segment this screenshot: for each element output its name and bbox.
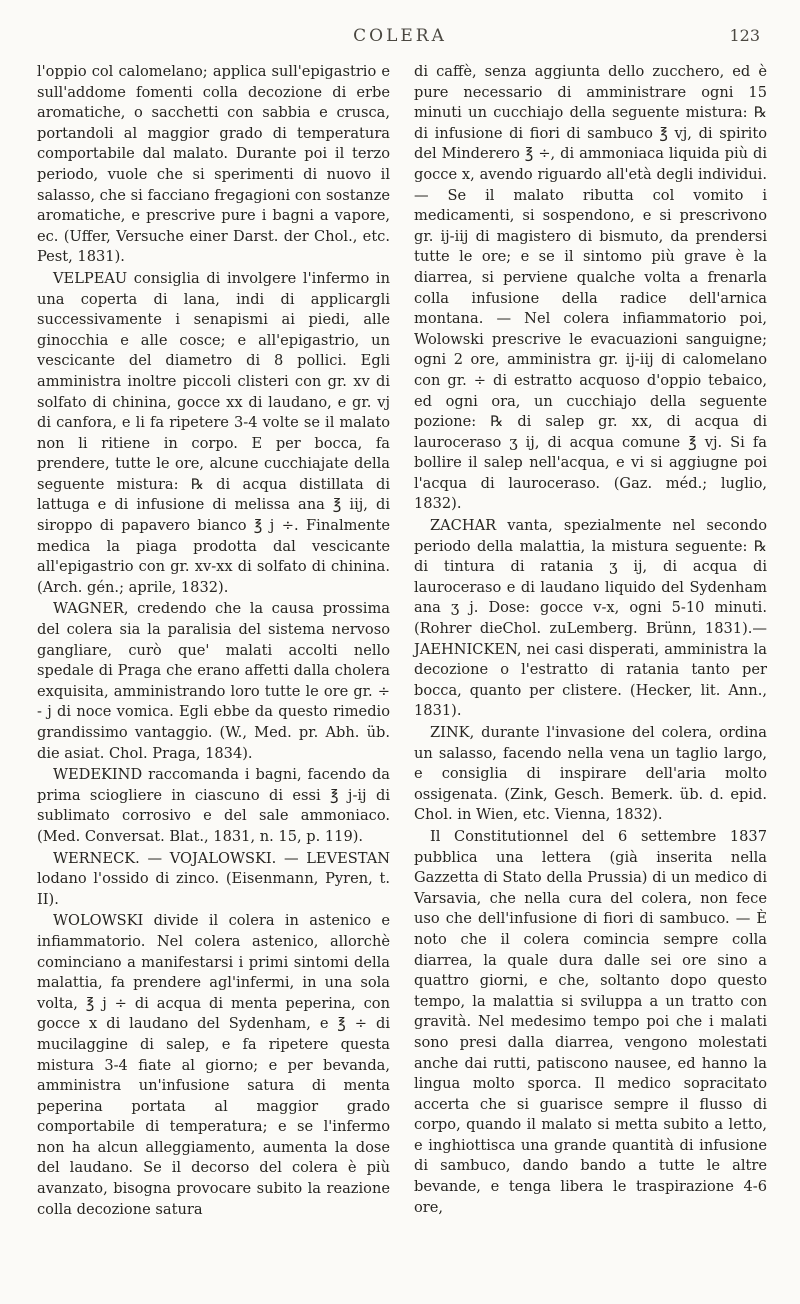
running-title: COLERA (353, 26, 447, 46)
paragraph: WERNECK. — VOJALOWSKI. — LEVESTAN lodano l'ossido di zinco. (Eisenmann, Pyren, t. II). (37, 849, 390, 908)
right-column (414, 62, 767, 1219)
paragraph: ZINK, durante l'invasione del colera, ordina un salasso, facendo nella vena un taglio largo, e consiglia di inspirare dell'aria molto ossigenata. (Zink, Gesch. Bemerk. üb. d. epid. Chol. in Wien, etc. Vienna, 1832). (414, 724, 767, 824)
paragraph: VELPEAU consiglia di involgere l'infermo in una coperta di lana, indi di applicargli successivamente i senapismi ai piedi, alle ginocchia e alle cosce; e all'epigastrio, un vescicante del diametro di 8 pollici. Egli amministra inoltre piccoli clisteri con gr. xv di solfato di chinina, gocce xx di laudano, e gr. vj di canfora, e li fa ripetere 3-4 volte se il malato non li ritiene in corpo. E per bocca, fa prendere, tutte le ore, alcune cucchiajate della seguente mistura: ℞ di acqua distillata di lattuga e di infusione di melissa ana ℥ iij, di siroppo di papavero bianco ℥ j ÷. Finalmente medica la piaga prodotta dal vescicante all'epigastrio con gr. xv-xx di solfato di chinina. (Arch. gén.; aprile, 1832). (37, 269, 390, 596)
paragraph: WEDEKIND raccomanda i bagni, facendo da prima sciogliere in ciascuno di essi ℥ j-ij di sublimato corrosivo e del sale ammoniaco. (Med. Conversat. Blat., 1831, n. 15, p. 119). (37, 766, 390, 845)
page-number: 123 (729, 26, 760, 45)
paragraph: ZACHAR vanta, spezialmente nel secondo periodo della malattia, la mistura seguente: ℞ di tintura di ratania ʒ ij, di acqua di lauroceraso e di laudano liquido del Sydenham ana ʒ j. Dose: gocce v-x, ogni 5-10 minuti. (Rohrer dieChol. zuLemberg. Brünn, 1831).— JAEHNICKEN, nei casi disperati, amministra la decozione o l'estratto di ratania tanto per bocca, quanto per clistere. (Hecker, lit. Ann., 1831). (414, 517, 767, 720)
paragraph: WAGNER, credendo che la causa prossima del colera sia la paralisia del sistema nervoso gangliare, curò que' malati accolti nello spedale di Praga che erano affetti dalla cholera exquisita, amministrando loro tutte le ore gr. ÷ - j di noce vomica. Egli ebbe da questo rimedio grandissimo vantaggio. (W., Med. pr. Abh. üb. die asiat. Chol. Praga, 1834). (37, 600, 390, 762)
left-column (37, 62, 390, 1221)
paragraph: di caffè, senza aggiunta dello zucchero, ed è pure necessario di amministrare ogni 15 minuti un cucchiajo della seguente mistura: ℞ di infusione di fiori di sambuco ℥ vj, di spirito del Minderero ℥ ÷, di ammoniaca liquida più di gocce x, avendo riguardo all'età degli individui. — Se il malato ributta col vomito i medicamenti, si sospendono, e si prescrivono gr. ij-iij di magistero di bismuto, da prendersi tutte le ore; e se il sintomo più grave è la diarrea, si perviene qualche volta a frenarla colla infusione della radice dell'arnica montana. — Nel colera infiammatorio poi, Wolowski prescrive le evacuazioni sanguigne; ogni 2 ore, amministra gr. ij-iij di calomelano con gr. ÷ di estratto acquoso d'oppio tebaico, ed ogni ora, un cucchiajo della seguente pozione: ℞ di salep gr. xx, di acqua di lauroceraso ʒ ij, di acqua comune ℥ vj. Si fa bollire il salep nell'acqua, e vi si aggiugne poi l'acqua di lauroceraso. (Gaz. méd.; luglio, 1832). (414, 63, 767, 513)
paragraph: WOLOWSKI divide il colera in astenico e infiammatorio. Nel colera astenico, allorchè cominciano a manifestarsi i primi sintomi della malattia, fa prendere agl'infermi, in una sola volta, ℥ j ÷ di acqua di menta peperina, con gocce x di laudano del Sydenham, e ℥ ÷ di mucilaggine di salep, e fa ripetere questa mistura 3-4 fiate al giorno; e per bevanda, amministra un'infusione satura di menta peperina portata al maggior grado comportabile di temperatura; e se l'infermo non ha alcun alleggiamento, aumenta la dose del laudano. Se il decorso del colera è più avanzato, bisogna provocare subito la reazione colla decozione satura (37, 912, 390, 1218)
paragraph: Il Constitutionnel del 6 settembre 1837 pubblica una lettera (già inserita nella Gazzetta di Stato della Prussia) di un medico di Varsavia, che nella cura del colera, non fece uso che dell'infusione di fiori di sambuco. — È noto che il colera comincia sempre colla diarrea, la quale dura dalle sei ore sino a quattro giorni, e che, soltanto dopo questo tempo, la malattia si sviluppa a un tratto con gravità. Nel medesimo tempo poi che i malati sono presi dalla diarrea, vengono molestati anche dai rutti, patiscono nausee, ed hanno la lingua molto sporca. Il medico sopracitato accerta che si guarisce sempre il flusso di corpo, quando il malato si metta subito a letto, e inghiottisca una grande quantità di infusione di sambuco, dando bando a tutte le altre bevande, e tenga libera le traspirazione 4-6 ore, (414, 827, 767, 1216)
paragraph: l'oppio col calomelano; applica sull'epigastrio e sull'addome fomenti colla decozione di erbe aromatiche, o sacchetti con sabbia e crusca, portandoli al maggior grado di temperatura comportabile dal malato. Durante poi il terzo periodo, vuole che si sperimenti di nuovo il salasso, che si facciano fregagioni con sostanze aromatiche, e prescrive pure i bagni a vapore, ec. (Uffer, Versuche einer Darst. der Chol., etc. Pest, 1831). (37, 63, 390, 266)
